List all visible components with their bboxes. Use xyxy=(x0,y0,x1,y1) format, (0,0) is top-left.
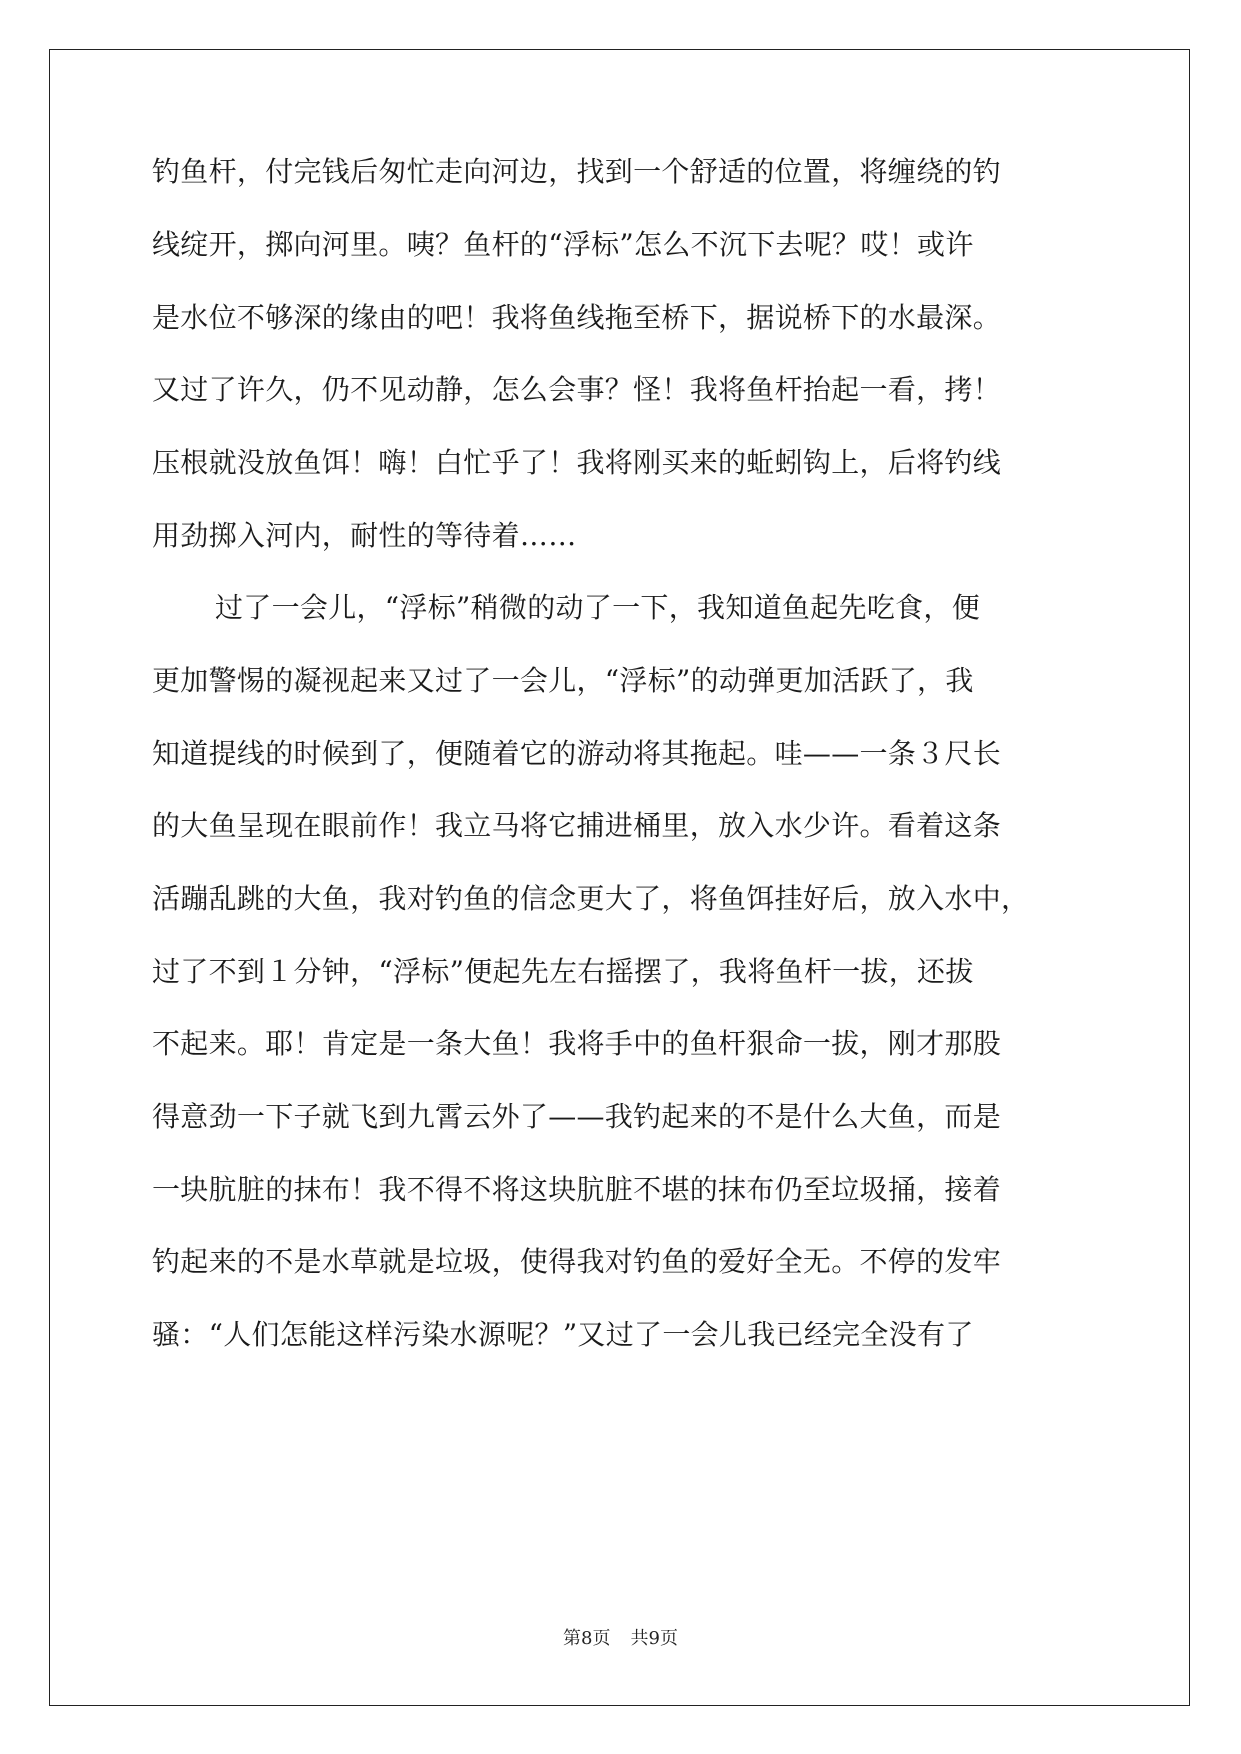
body-text-line: 线绽开，掷向河里。咦？鱼杆的“浮标”怎么不沉下去呢？哎！或许 xyxy=(152,228,974,261)
body-text-line: 更加警惕的凝视起来又过了一会儿，“浮标”的动弹更加活跃了，我 xyxy=(152,664,974,697)
body-text-line: 活蹦乱跳的大鱼，我对钓鱼的信念更大了，将鱼饵挂好后，放入水中， xyxy=(152,882,1030,915)
page-number-total: 共9页 xyxy=(630,1628,678,1649)
body-text-line: 是水位不够深的缘由的吧！我将鱼线拖至桥下，据说桥下的水最深。 xyxy=(152,301,1002,334)
body-text-line: 钓鱼杆，付完钱后匆忙走向河边，找到一个舒适的位置，将缠绕的钓 xyxy=(152,155,1002,188)
body-text-line: 骚：“人们怎能这样污染水源呢？”又过了一会儿我已经完全没有了 xyxy=(152,1318,974,1351)
body-text-line: 压根就没放鱼饵！嗨！白忙乎了！我将刚买来的蚯蚓钩上，后将钓线 xyxy=(152,446,1002,479)
body-text-line: 一块肮脏的抹布！我不得不将这块肮脏不堪的抹布仍至垃圾捅，接着 xyxy=(152,1173,1002,1206)
page-number-current: 第8页 xyxy=(563,1628,611,1649)
page-footer xyxy=(0,1627,1241,1651)
body-text-line: 过了不到１分钟，“浮标”便起先左右摇摆了，我将鱼杆一拔，还拔 xyxy=(152,955,974,988)
body-text-line: 又过了许久，仍不见动静，怎么会事？怪！我将鱼杆抬起一看，拷！ xyxy=(152,373,1002,406)
body-text-line: 得意劲一下子就飞到九霄云外了——我钓起来的不是什么大鱼，而是 xyxy=(152,1100,1002,1133)
body-text-line: 知道提线的时候到了，便随着它的游动将其拖起。哇——一条３尺长 xyxy=(152,737,1002,770)
body-text-line: 的大鱼呈现在眼前作！我立马将它捕进桶里，放入水少许。看着这条 xyxy=(152,809,1002,842)
body-text-line: 不起来。耶！肯定是一条大鱼！我将手中的鱼杆狠命一拔，刚才那股 xyxy=(152,1027,1002,1060)
body-text-line: 用劲掷入河内，耐性的等待着…… xyxy=(152,519,577,552)
paragraph-start-line: 过了一会儿，“浮标”稍微的动了一下，我知道鱼起先吃食，便 xyxy=(215,591,981,624)
body-text-line: 钓起来的不是水草就是垃圾，使得我对钓鱼的爱好全无。不停的发牢 xyxy=(152,1245,1002,1278)
